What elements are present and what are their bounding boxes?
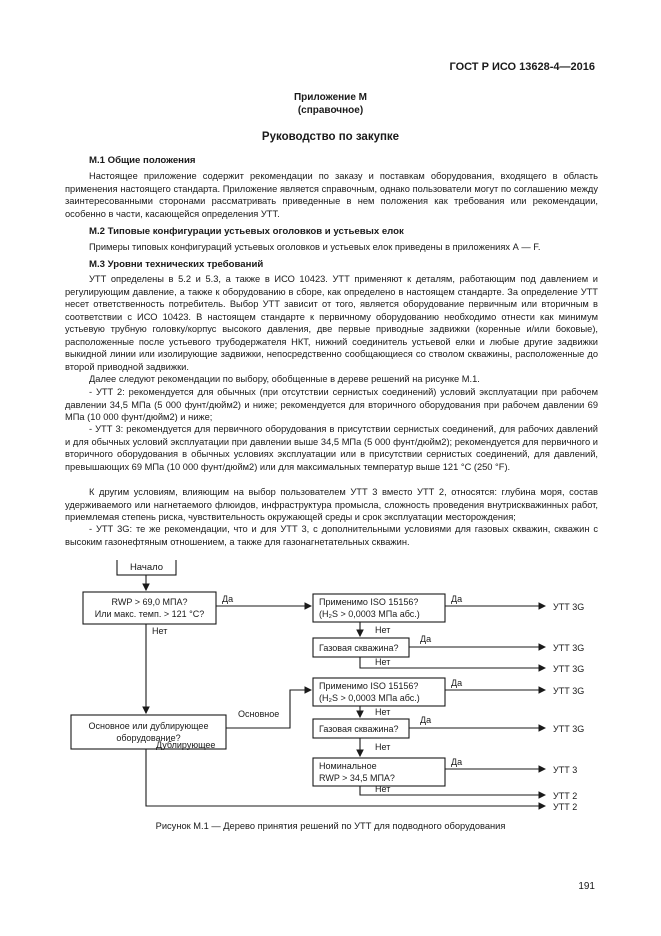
- nominal-line2: RWP > 34,5 МПА?: [319, 773, 395, 783]
- q1-line2: Или макс. темп. > 121 °C?: [94, 609, 205, 619]
- result-utt2-2: УТТ 2: [553, 802, 578, 812]
- appendix-title: Руководство по закупке: [261, 131, 400, 143]
- page-number: 191: [578, 881, 595, 892]
- q2-line1: Основное или дублирующее: [88, 721, 209, 731]
- result-utt3: УТТ 3: [553, 765, 578, 775]
- yes-label-iso1: Да: [451, 594, 463, 604]
- yes-label-gas2: Да: [420, 715, 432, 725]
- result-utt3g-5: УТТ 3G: [553, 724, 585, 734]
- section-m3-paragraph-4: - УТТ 3: рекомендуется для первичного оборудования в присутствии сернистых соединений, для рабочих давлений и для обычных условий эксплуатации при давлении выше 34,5 МПа (5 000 фунт/дюйм2); рекомендуется для первичного и вторичного оборудования в обычных условиях эксплуатации или в присутствии сернистых соединений, для давлений, превышающих 69 МПа (10 000 фунт/дюйм2) или для максимальных температур выше 121 °C (250 °F).: [65, 424, 598, 472]
- section-m3-paragraph-6: - УТТ 3G: те же рекомендации, что и для УТТ 3, с дополнительными условиями для газовых скважин, скважин с высоким газонефтяным отношением, а также для газонагнетательных скважин.: [65, 524, 598, 547]
- iso1-line1: Применимо ISO 15156?: [319, 597, 419, 607]
- gas2-label: Газовая скважина?: [319, 724, 399, 734]
- nominal-line1: Номинальное: [319, 761, 377, 771]
- section-m3-heading: М.3 Уровни технических требований: [89, 259, 264, 270]
- section-m2-paragraph: Примеры типовых конфигураций устьевых оголовков и устьевых елок приведены в приложениях А — F.: [89, 242, 541, 252]
- q2-line2: оборудование?: [116, 733, 181, 743]
- result-utt3g-3: УТТ 3G: [553, 664, 585, 674]
- result-utt2-1: УТТ 2: [553, 791, 578, 801]
- no-label-iso2: Нет: [375, 707, 391, 717]
- figure-caption: Рисунок М.1 — Дерево принятия решений по УТТ для подводного оборудования: [155, 821, 506, 831]
- backup-label: Дублирующее: [156, 740, 216, 750]
- no-label-nominal: Нет: [375, 784, 391, 794]
- start-label: Начало: [129, 562, 164, 573]
- q1-line1: RWP > 69,0 МПА?: [111, 597, 188, 607]
- yes-label-gas1: Да: [420, 634, 432, 644]
- result-utt3g-1: УТТ 3G: [553, 602, 585, 612]
- section-m3-paragraph-3: - УТТ 2: рекомендуется для обычных (при отсутствии сернистых соединений) условий эксплуатации при рабочем давлении 34,5 МПа (5 000 фунт/дюйм2) и ниже; рекомендуется для вторичного оборудования при рабочем давлении 69 МПа (10 000 фунт/дюйм2) и ниже;: [65, 387, 598, 422]
- result-utt3g-4: УТТ 3G: [553, 686, 585, 696]
- no-label-gas1: Нет: [375, 657, 391, 667]
- decision-tree-diagram: [0, 560, 661, 820]
- section-m1-paragraph: Настоящее приложение содержит рекомендации по заказу и поставкам оборудования, входящего в область применения настоящего стандарта. Приложение является справочным, однако пользователи могут по соглашению между заинтересованными сторонами рассматривать приведенные в нем положения как требования или рекомендации, особенно в части, касающейся определения УТТ.: [65, 171, 598, 219]
- appendix-label: Приложение М: [293, 92, 368, 103]
- iso2-line2: (H₂S > 0,0003 МПа абс.): [319, 693, 420, 703]
- iso1-line2: (H₂S > 0,0003 МПа абс.): [319, 609, 420, 619]
- main-label: Основное: [238, 709, 280, 719]
- no-label-q1: Нет: [152, 626, 168, 636]
- no-label-iso1: Нет: [375, 625, 391, 635]
- appendix-type: (справочное): [297, 105, 364, 116]
- yes-label-q1: Да: [222, 594, 234, 604]
- section-m3-paragraph-2: Далее следуют рекомендации по выбору, обобщенные в дереве решений на рисунке М.1.: [89, 374, 480, 384]
- iso2-line1: Применимо ISO 15156?: [319, 681, 419, 691]
- section-m2-heading: М.2 Типовые конфигурации устьевых оголовков и устьевых елок: [89, 226, 404, 237]
- result-utt3g-2: УТТ 3G: [553, 643, 585, 653]
- section-m3-paragraph-1: УТТ определены в 5.2 и 5.3, а также в ИСО 10423. УТТ применяют к деталям, работающим под давлением и регулирующим давление, а также к оборудованию в сборе, как определено в настоящем стандарте. За определение УТТ несет ответственность потребитель. Выбор УТТ зависит от того, является оборудование первичным или вторичным в соответствии с ИСО 10423. В настоящем стандарте к первичному оборудованию необходимо отнести как минимум устьевую трубную головку/корпус высокого давления, две первые приводные задвижки (коренные и/или боковые), расположенные после устьевого трубодержателя НКТ, нижний соединитель устьевой елки и любые другие задвижки выкидной линии или изолирующие задвижки, непосредственно сообщающиеся со стволом скважины, расположенные до второй приводной задвижки.: [65, 274, 598, 372]
- document-header: ГОСТ Р ИСО 13628-4—2016: [449, 61, 595, 73]
- yes-label-iso2: Да: [451, 678, 463, 688]
- section-m1-heading: М.1 Общие положения: [89, 155, 196, 166]
- gas1-label: Газовая скважина?: [319, 643, 399, 653]
- yes-label-nominal: Да: [451, 757, 463, 767]
- no-label-gas2: Нет: [375, 742, 391, 752]
- section-m3-paragraph-5: К другим условиям, влияющим на выбор пользователем УТТ 3 вместо УТТ 2, относятся: глубина моря, состав удерживаемого или нагнетаемого флюидов, инфраструктура промысла, сложность проведения внутрискважинных работ, приемлемая степень риска, чувствительность окружающей среды и срок эксплуатации месторождения;: [65, 487, 598, 522]
